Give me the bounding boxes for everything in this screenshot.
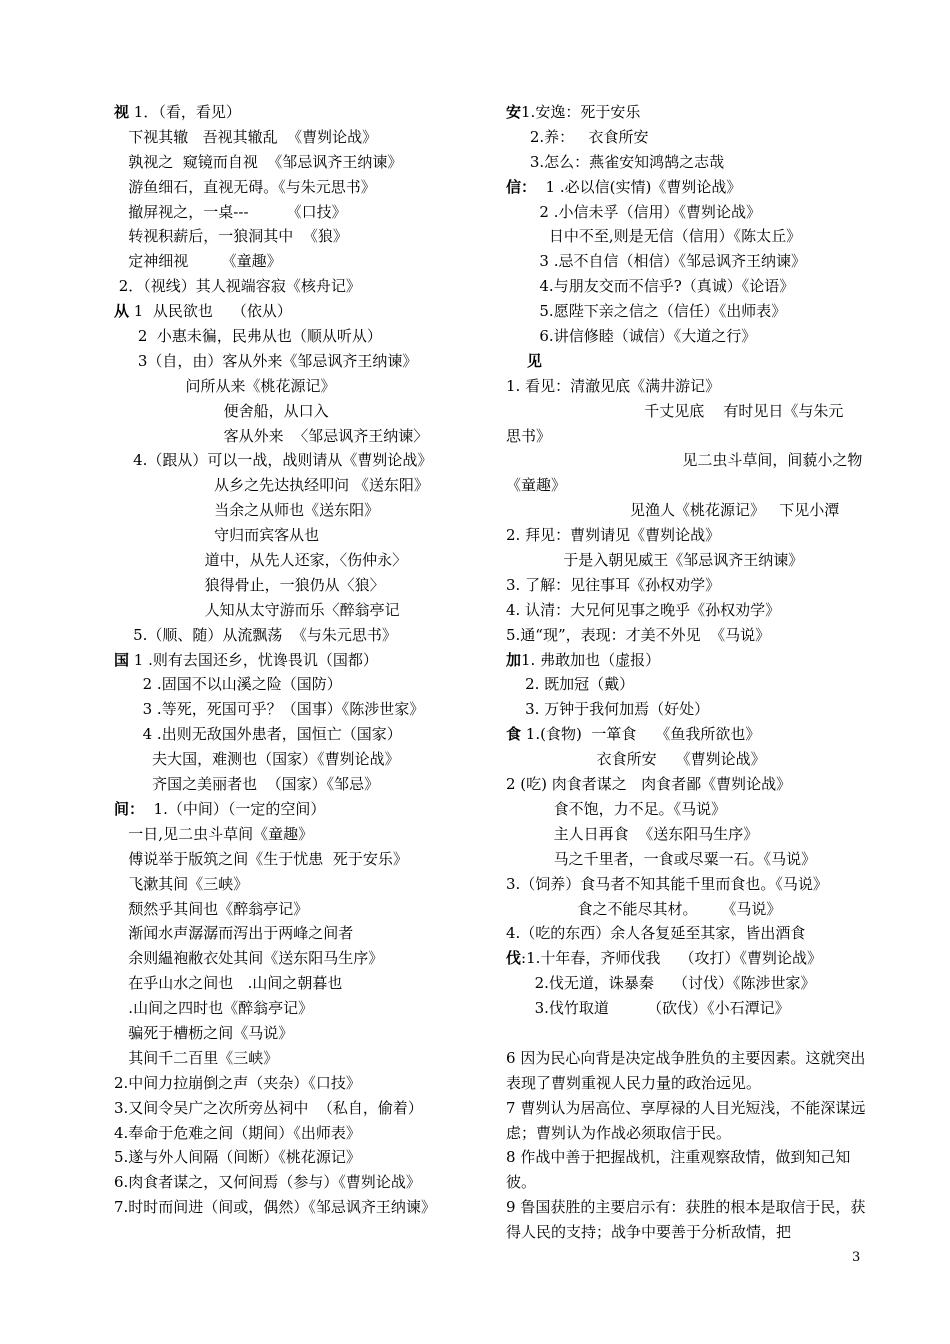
line-text: 3（自，由）客从外来《邹忌讽齐王纳谏》 [114,351,418,370]
text-line [506,897,866,922]
text-line [114,125,474,150]
text-line [506,921,866,946]
line-text: 1.(食物) 一箪食 《鱼我所欲也》 [521,725,761,744]
text-line [114,747,474,772]
line-text: 1 .则有去国还乡，忧谗畏讥（国都） [129,650,378,669]
text-line [114,349,474,374]
page-number: 3 [852,1250,861,1265]
line-text: 5.愿陛下亲之信之（信任）《出师表》 [506,302,787,321]
line-text: 主人日再食 《送东阳马生序》 [506,824,759,843]
line-text: 定神细视 《童趣》 [114,252,282,271]
line-text: 2. 既加冠（戴） [506,675,635,694]
headword: 国 [114,650,130,669]
text-line [506,946,866,971]
line-text: 颓然乎其间也《醉翁亭记》 [114,899,309,918]
text-line [506,623,866,648]
line-text: 1 .必以信(实情)《曹刿论战》 [536,177,742,196]
line-text: 1.（中间）（一定的空间） [144,799,326,818]
line-text: 傅说举于版筑之间《生于忧患 死于安乐》 [114,849,408,868]
line-text: 下视其辙 吾视其辙乱 《曹刿论战》 [114,127,378,146]
line-text: 5.遂与外人间隔（间断）《桃花源记》 [114,1148,361,1167]
text-line [114,1170,474,1195]
line-text: 衣食所安 《曹刿论战》 [506,750,766,769]
text-line [506,747,866,772]
text-line [506,175,866,200]
text-line [114,822,474,847]
text-line [506,498,866,523]
line-text: 便舍船，从口入 [114,401,329,420]
line-text: 人知从太守游而乐〈醉翁亭记 [114,600,400,619]
line-text: 客从外来 〈邹忌讽齐王纳谏〉 [114,426,429,445]
text-line [506,473,866,498]
line-text: 3 .忌不自信（相信）《邹忌讽齐王纳谏》 [506,252,806,271]
line-text: 2. 拜见：曹刿请见《曹刿论战》 [506,526,721,545]
line-text: 其间千二百里《三峡》 [114,1048,279,1067]
line-text: 在乎山水之间也 .山间之朝暮也 [114,974,343,993]
paragraph-text: 曹刿认为居高位、享厚禄的人目光短浅，不能深谋远虑；曹刿认为作战必须取信于民。 [506,1098,866,1142]
line-text: 问所从来《桃花源记》 [114,376,336,395]
text-line [114,150,474,175]
headword: 间： [114,799,145,818]
line-text: 6.肉食者谋之，又何间焉（参与）《曹刿论战》 [114,1173,421,1192]
line-text: 2 (吃) 肉食者谋之 肉食者鄙《曹刿论战》 [506,775,792,794]
headword: 见 [506,351,542,370]
line-text: 渐闻水声潺潺而泻出于两峰之间者 [114,924,354,943]
text-line [114,623,474,648]
text-line [114,897,474,922]
line-text: 1．（看，看见） [129,103,241,121]
line-text: 孰视之 窥镜而自视 《邹忌讽齐王纳谏》 [114,152,403,171]
summary-paragraph [506,1145,866,1195]
line-text: 马之千里者，一食或尽粟一石。《马说》 [506,849,817,868]
headword: 伐 [506,949,522,968]
summary-paragraphs [506,1046,866,1245]
text-line [114,548,474,573]
text-line [506,872,866,897]
right-column [506,100,866,1245]
line-text: 2．（视线）其人视端容寂《核舟记》 [114,277,361,296]
line-text: 齐国之美丽者也 （国家）《邹忌》 [114,775,380,794]
line-text: 2.中间力拉崩倒之声（夹杂）《口技》 [114,1073,361,1092]
text-line [506,797,866,822]
paragraph-text: 因为民心向背是决定战争胜负的主要因素。这就突出表现了曹刿重视人民力量的政治远见。 [506,1048,866,1092]
text-line [114,722,474,747]
line-text: 一日,见二虫斗草间《童趣》 [114,824,314,843]
headword: 视 [114,103,130,121]
text-line [506,125,866,150]
line-text: 于是入朝见威王《邹忌讽齐王纳谏》 [506,551,804,570]
text-line [114,1195,474,1220]
summary-paragraph [506,1195,866,1245]
text-line [506,399,866,424]
line-text: 从乡之先达执经叩问 《送东阳》 [114,476,429,495]
line-text: 2 .固国不以山溪之险（国防） [114,675,342,694]
text-line [114,1021,474,1046]
line-text: 3 .等死，死国可乎？（国事）《陈涉世家》 [114,700,425,719]
text-line [114,797,474,822]
text-line [114,498,474,523]
text-line [114,1145,474,1170]
text-line [506,249,866,274]
line-text: 2.伐无道，诛暴秦 （讨伐）《陈涉世家》 [506,974,816,993]
text-line [114,598,474,623]
line-text: 转视积薪后，一狼洞其中 《狼》 [114,227,348,246]
text-line [114,1096,474,1121]
line-text: 日中不至,则是无信（信用）《陈太丘》 [506,227,802,246]
text-line [114,1121,474,1146]
line-text: 7.时时而间进（间或，偶然）《邹忌讽齐王纳谏》 [114,1198,436,1217]
text-line [114,200,474,225]
text-line [114,847,474,872]
text-line [506,523,866,548]
line-text: 千丈见底 有时见日《与朱元 [506,401,844,420]
line-text: 3.又间令吴广之次所旁丛祠中 （私自，偷着） [114,1098,423,1117]
text-line [114,473,474,498]
line-text: 狼得骨止，一狼仍从〈狼〉 [114,575,385,594]
line-text: 6.讲信修睦（诚信）《大道之行》 [506,327,757,346]
line-text: 见二虫斗草间，间藐小之物 [506,451,863,470]
text-line [114,175,474,200]
text-line [506,374,866,399]
line-text: 5.通“现”，表现：才美不外见 《马说》 [506,625,771,644]
paragraph-text: 作战中善于把握战机，注重观察敌情，做到知己知彼。 [506,1148,851,1192]
line-text: 5.（顺、随）从流飘荡 《与朱元思书》 [114,625,397,644]
text-line [506,772,866,797]
line-text: 食之不能尽其材。 《马说》 [506,899,782,918]
text-line [114,872,474,897]
line-text: 4.（吃的东西）余人各复延至其家，皆出酒食 [506,924,806,943]
line-text: 守归而宾客从也 [114,526,320,545]
line-text: 见渔人《桃花源记》 下见小潭 [506,501,840,520]
text-line [114,399,474,424]
text-line [114,224,474,249]
line-text: 道中，从先人还家，〈伤仲永〉 [114,551,408,570]
text-line [114,249,474,274]
paragraph-number: 8 [506,1148,516,1167]
headword: 食 [506,725,522,744]
text-line [114,672,474,697]
text-line [506,548,866,573]
text-line [114,100,474,125]
line-text: 思书》 [506,426,552,445]
headword: 信： [506,177,537,196]
line-text: :1.十年春，齐师伐我 （攻打）《曹刿论战》 [521,949,822,968]
text-line [506,324,866,349]
paragraph-text: 鲁国获胜的主要启示有：获胜的根本是取信于民，获得人民的支持；战争中要善于分析敌情，把 [506,1198,866,1242]
line-text: 《童趣》 [506,476,567,495]
text-line [114,971,474,996]
text-line [114,648,474,673]
left-column [114,100,474,1220]
text-line [506,598,866,623]
headword: 从 [114,302,130,321]
paragraph-number: 7 [506,1098,516,1117]
summary-paragraph [506,1046,866,1096]
summary-paragraph [506,1096,866,1146]
line-text: 3.（饲养）食马者不知其能千里而食也。《马说》 [506,874,828,893]
line-text: 2.养： 衣食所安 [506,127,649,146]
text-line [506,100,866,125]
text-line [114,921,474,946]
line-text: 4.奉命于危难之间（期间）《出师表》 [114,1123,361,1142]
line-text: 骗死于槽枥之间《马说》 [114,1023,294,1042]
paragraph-number: 6 [506,1048,516,1067]
line-text: 余则緼袍敝衣处其间《送东阳马生序》 [114,949,384,968]
text-line [506,573,866,598]
line-text: 1. 看见：清澈见底《满井游记》 [506,376,721,395]
text-line [114,299,474,324]
line-text: 3. 万钟于我何加焉（好处） [506,700,710,719]
text-line [114,274,474,299]
line-text: 夫大国，难测也（国家）《曹刿论战》 [114,750,400,769]
text-line [506,349,866,374]
line-text: 3.伐竹取道 （砍伐）《小石潭记》 [506,999,790,1018]
line-text: 撤屏视之，一桌--- 《口技》 [114,202,347,221]
line-text: 游鱼细石，直视无碍。《与朱元思书》 [114,177,376,196]
text-line [506,424,866,449]
line-text: .山间之四时也《醉翁亭记》 [114,999,314,1018]
text-line [506,274,866,299]
text-line [506,722,866,747]
line-text: 2 小惠未徧，民弗从也（顺从听从） [114,327,382,346]
text-line [114,448,474,473]
text-line [114,996,474,1021]
text-line [506,847,866,872]
line-text: 4.（跟从）可以一战，战则请从《曹刿论战》 [114,451,433,470]
headword: 安 [506,103,522,121]
text-line [114,946,474,971]
text-line [114,324,474,349]
text-line [506,299,866,324]
text-line [114,772,474,797]
text-line [506,448,866,473]
text-line [114,1071,474,1096]
line-text: 1 从民欲也 （依从） [129,302,292,321]
headword: 加 [506,650,522,669]
right-column-lines [506,100,866,1021]
text-line [506,224,866,249]
text-line [506,150,866,175]
line-text: 当余之从师也《送东阳》 [114,501,380,520]
line-text: 3.怎么：燕雀安知鸿鹄之志哉 [506,152,725,171]
line-text: 4.与朋友交而不信乎?（真诚）《论语》 [506,277,795,296]
line-text: 飞漱其间《三峡》 [114,874,249,893]
text-line [506,672,866,697]
text-line [506,971,866,996]
line-text: 2 .小信未孚（信用）《曹刿论战》 [506,202,761,221]
text-line [114,697,474,722]
text-line [114,523,474,548]
text-line [114,424,474,449]
line-text: 4. 认清：大兄何见事之晚乎《孙权劝学》 [506,600,781,619]
text-line [114,374,474,399]
line-text: 4 .出则无敌国外患者，国恒亡（国家） [114,725,402,744]
line-text: 食不饱，力不足。《马说》 [506,799,727,818]
line-text: 1. 弗敢加也（虚报） [521,650,661,669]
paragraph-number: 9 [506,1198,516,1217]
line-text: 3. 了解：见往事耳《孙权劝学》 [506,575,721,594]
text-line [114,1046,474,1071]
text-line [506,697,866,722]
text-line [506,648,866,673]
text-line [506,822,866,847]
text-line [114,573,474,598]
line-text: 1.安逸：死于安乐 [521,103,641,121]
text-line [506,996,866,1021]
text-line [506,200,866,225]
